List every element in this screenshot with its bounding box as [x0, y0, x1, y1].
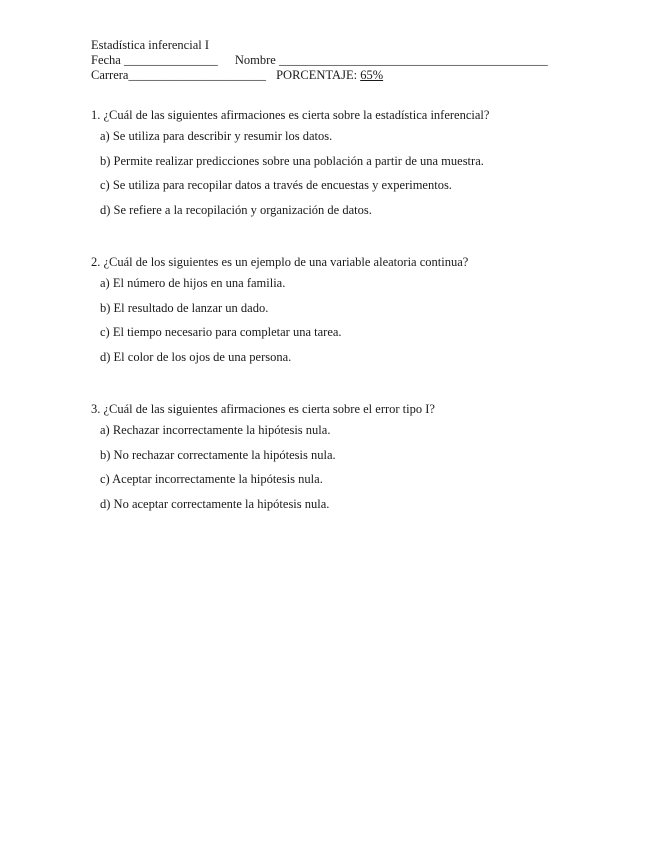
option-a: a) El número de hijos en una familia. — [100, 276, 286, 290]
question-stem: 1. ¿Cuál de las siguientes afirmaciones es cierta sobre la estadística inferencial? — [91, 108, 490, 122]
question-2 — [91, 253, 468, 369]
nombre-blank: ___________________________________________ — [278, 53, 548, 67]
option-d: d) No aceptar correctamente la hipótesis nula. — [100, 496, 330, 511]
option-a: a) Rechazar incorrectamente la hipótesis nula. — [100, 423, 331, 437]
question-stem: 2. ¿Cuál de los siguientes es un ejemplo de una variable aleatoria continua? — [91, 255, 469, 269]
header-fecha-nombre-line — [91, 53, 548, 68]
option-c: c) Se utiliza para recopilar datos a través de encuestas y experimentos. — [100, 178, 452, 192]
carrera-label: Carrera — [91, 68, 129, 82]
fecha-label: Fecha — [91, 53, 121, 67]
option-d: d) El color de los ojos de una persona. — [100, 349, 292, 364]
header-title-line — [91, 38, 548, 53]
porcentaje-value: 65% — [360, 68, 384, 82]
option-c: c) El tiempo necesario para completar una tarea. — [100, 325, 342, 339]
question-stem: 3. ¿Cuál de las siguientes afirmaciones es cierta sobre el error tipo I? — [91, 402, 435, 416]
exam-title: Estadística inferencial I — [91, 38, 209, 52]
option-c: c) Aceptar incorrectamente la hipótesis nula. — [100, 472, 323, 486]
option-d: d) Se refiere a la recopilación y organización de datos. — [100, 202, 372, 217]
header-carrera-line — [91, 68, 548, 83]
porcentaje-label: PORCENTAJE: — [276, 68, 358, 82]
option-a: a) Se utiliza para describir y resumir los datos. — [100, 129, 333, 143]
exam-header — [91, 38, 548, 83]
option-b: b) El resultado de lanzar un dado. — [100, 300, 269, 315]
question-1 — [91, 106, 489, 222]
question-3 — [91, 400, 435, 516]
option-b: b) No rechazar correctamente la hipótesis nula. — [100, 447, 336, 462]
carrera-blank: ______________________ — [128, 68, 266, 82]
fecha-blank: _______________ — [123, 53, 218, 67]
nombre-label: Nombre — [234, 53, 276, 67]
option-b: b) Permite realizar predicciones sobre una población a partir de una muestra. — [100, 153, 484, 168]
